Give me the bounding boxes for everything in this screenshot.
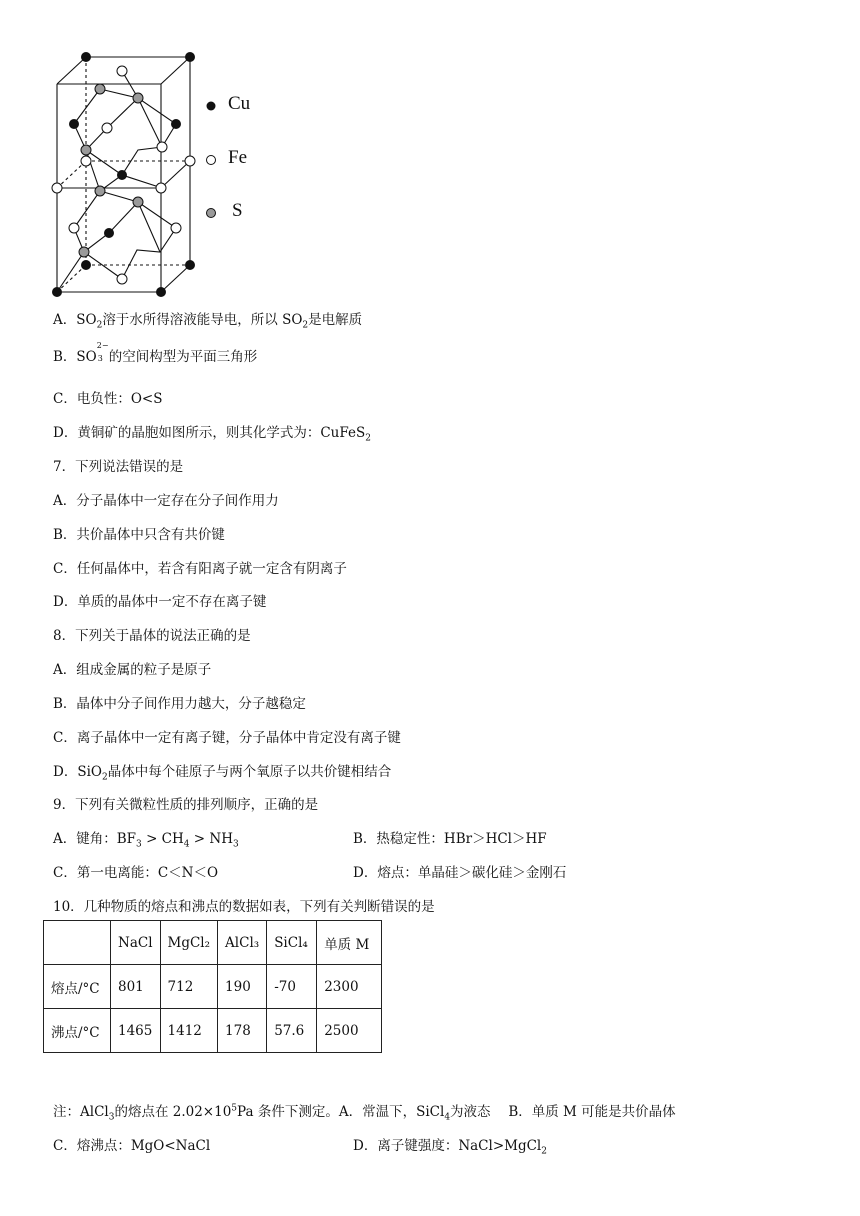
table-cell: 190 [218, 965, 267, 1009]
table-row [44, 965, 382, 1009]
q8-option-b: B．晶体中分子间作用力越大，分子越稳定 [53, 696, 306, 712]
q6-option-d: D．黄铜矿的晶胞如图所示，则其化学式为：CuFeS$_2$ [53, 425, 371, 444]
q6-option-c: C．电负性：O<S [53, 391, 163, 407]
q9-option-c: C．第一电离能：C＜N＜O [53, 865, 219, 881]
table-cell: 1412 [160, 1009, 218, 1053]
table-header-cell [44, 921, 111, 965]
table-row [44, 1009, 382, 1053]
table-cell: 1465 [111, 1009, 161, 1053]
q8-option-c: C．离子晶体中一定有离子键，分子晶体中肯定没有离子键 [53, 730, 401, 746]
table-header-cell: NaCl [111, 921, 161, 965]
q6-option-a: A．$SO_2$溶于水所得溶液能导电，所以 $SO_2$是电解质 [53, 312, 363, 331]
melting-boiling-table [43, 920, 382, 1053]
cu-legend-dot-icon [205, 100, 217, 112]
s-legend-label: S [232, 200, 243, 221]
q9-option-a: A．键角：$BF_3 > CH_4 > NH_3$ [53, 831, 239, 850]
q8-option-d: D．SiO$_2$晶体中每个硅原子与两个氧原子以共价键相结合 [53, 764, 392, 783]
q7-option-b: B．共价晶体中只含有共价键 [53, 527, 225, 543]
q9-stem: 9．下列有关微粒性质的排列顺序，正确的是 [53, 797, 319, 813]
q7-option-c: C．任何晶体中，若含有阳离子就一定含有阴离子 [53, 561, 347, 577]
q9-option-d: D．熔点：单晶硅＞碳化硅＞金刚石 [353, 865, 567, 881]
table-cell: 2500 [317, 1009, 382, 1053]
table-header-row [44, 921, 382, 965]
table-cell: 801 [111, 965, 161, 1009]
table-cell: 57.6 [267, 1009, 317, 1053]
q10-option-d: D．离子键强度：NaCl>MgCl$_2$ [353, 1138, 547, 1157]
table-header-cell: 单质 M [317, 921, 382, 965]
q8-option-a: A．组成金属的粒子是原子 [53, 662, 212, 678]
q9-option-b: B．热稳定性：HBr＞HCl＞HF [353, 831, 547, 847]
q10-note: 注：AlCl$_3$的熔点在 $2.02\times 10^5Pa$ 条件下测定。A．常温下，SiCl$_4$为液态 B．单质 M 可能是共价晶体 [53, 1103, 676, 1123]
fe-legend-label: Fe [228, 147, 247, 168]
table-cell: -70 [267, 965, 317, 1009]
table-cell: 178 [218, 1009, 267, 1053]
q6-option-b: B．SO 2− 3 的空间构型为平面三角形 [53, 341, 258, 365]
table-cell: 熔点/°C [44, 965, 111, 1009]
q10-stem: 10．几种物质的熔点和沸点的数据如表，下列有关判断错误的是 [53, 899, 435, 915]
table-cell: 2300 [317, 965, 382, 1009]
s-legend-dot-icon [205, 207, 217, 219]
fe-legend-dot-icon [205, 154, 217, 166]
cu-legend-label: Cu [228, 93, 251, 114]
q7-stem: 7．下列说法错误的是 [53, 459, 184, 475]
q8-stem: 8．下列关于晶体的说法正确的是 [53, 628, 251, 644]
q7-option-d: D．单质的晶体中一定不存在离子键 [53, 594, 267, 610]
table-header-cell: SiCl₄ [267, 921, 317, 965]
q7-option-a: A．分子晶体中一定存在分子间作用力 [53, 493, 279, 509]
table-header-cell: AlCl₃ [218, 921, 267, 965]
table-header-cell: MgCl₂ [160, 921, 218, 965]
crystal-cell-diagram [40, 45, 210, 305]
table-cell: 沸点/°C [44, 1009, 111, 1053]
table-cell: 712 [160, 965, 218, 1009]
q10-option-c: C．熔沸点：MgO<NaCl [53, 1138, 211, 1154]
